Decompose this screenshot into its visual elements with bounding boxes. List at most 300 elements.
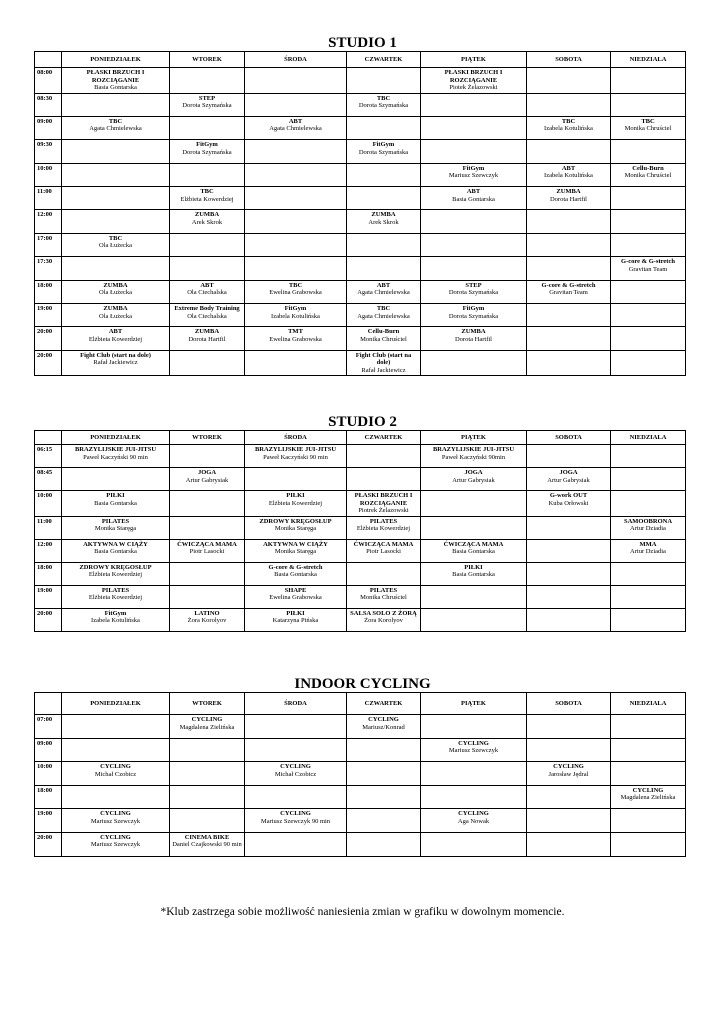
- class-name: FitGym: [104, 609, 127, 617]
- class-cell: [347, 785, 421, 809]
- class-cell: [527, 68, 611, 94]
- class-name: ĆWICZĄCA MAMA: [177, 540, 237, 548]
- class-cell: [527, 93, 611, 116]
- class-name: TBC: [108, 234, 123, 242]
- day-header: SOBOTA: [527, 431, 611, 445]
- day-header: ŚRODA: [245, 52, 347, 68]
- instructor-name: Żora Korolyov: [364, 617, 403, 624]
- class-cell: [347, 68, 421, 94]
- instructor-name: Izabela Kotulińska: [91, 617, 140, 624]
- class-cell: [347, 116, 421, 139]
- day-header: PONIEDZIAŁEK: [62, 52, 170, 68]
- class-name: G-core & G-stretch: [621, 258, 675, 266]
- class-cell: [421, 832, 527, 856]
- class-cell: [421, 140, 527, 163]
- class-cell: [245, 280, 347, 303]
- class-cell: [347, 539, 421, 562]
- time-cell: 19:00: [35, 585, 62, 608]
- class-cell: [170, 585, 245, 608]
- instructor-name: Agata Chmielewska: [269, 125, 322, 133]
- class-cell: [611, 539, 686, 562]
- instructor-name: Dorota Hartfil: [549, 195, 587, 203]
- instructor-name: Elżbieta Kowerdziej: [180, 195, 234, 203]
- studio1-table: [34, 51, 686, 376]
- class-cell: [611, 233, 686, 256]
- table-row: [35, 738, 686, 762]
- day-header: ŚRODA: [245, 693, 347, 715]
- class-cell: [245, 187, 347, 210]
- time-cell: 10:00: [35, 163, 62, 186]
- time-cell: 10:00: [35, 491, 62, 517]
- class-name: PIŁKI: [464, 563, 483, 571]
- instructor-name: Dorota Szymańska: [358, 148, 409, 156]
- instructor-name: Mariusz Szewczyk: [448, 747, 499, 755]
- instructor-name: Ewelina Grabowska: [269, 594, 322, 601]
- class-cell: [245, 68, 347, 94]
- day-header: SOBOTA: [527, 693, 611, 715]
- instructor-name: Agata Chmielewska: [357, 289, 410, 297]
- class-cell: [245, 832, 347, 856]
- class-name: PŁASKI BRZUCH I ROZCIĄGANIE: [354, 492, 413, 507]
- class-name: ZUMBA: [103, 305, 128, 313]
- instructor-name: Magdalena Zielińska: [179, 723, 235, 731]
- class-name: CYCLING: [280, 763, 311, 771]
- table-row: [35, 608, 686, 631]
- class-cell: [421, 304, 527, 327]
- instructor-name: Rafał Jackiewicz: [361, 366, 406, 374]
- class-cell: [170, 350, 245, 376]
- table-row: [35, 210, 686, 233]
- instructor-name: Monika Chruściel: [624, 172, 672, 180]
- day-header: PIĄTEK: [421, 52, 527, 68]
- class-name: G-work OUT: [549, 492, 588, 499]
- class-cell: [527, 832, 611, 856]
- class-cell: [421, 327, 527, 350]
- class-cell: [611, 608, 686, 631]
- class-cell: [245, 304, 347, 327]
- class-cell: [527, 304, 611, 327]
- instructor-name: Basia Gontarska: [94, 84, 137, 91]
- instructor-name: Michał Czobicz: [94, 770, 137, 778]
- class-cell: [170, 445, 245, 468]
- class-cell: [62, 140, 170, 163]
- instructor-name: Dorota Hartfil: [454, 335, 492, 343]
- class-name: TBC: [288, 281, 303, 289]
- table-row: [35, 809, 686, 833]
- class-cell: [170, 257, 245, 280]
- class-name: BRAZYLIJSKIE JUI-JITSU: [74, 446, 157, 453]
- class-cell: [170, 832, 245, 856]
- instructor-name: Ola Łużecka: [98, 242, 133, 250]
- class-cell: [347, 140, 421, 163]
- instructor-name: Ola Ciechalska: [187, 289, 227, 297]
- class-name: ZUMBA: [103, 281, 128, 289]
- day-header: CZWARTEK: [347, 693, 421, 715]
- class-name: ABT: [466, 188, 481, 196]
- class-name: CYCLING: [100, 810, 131, 818]
- class-cell: [347, 163, 421, 186]
- class-cell: [245, 210, 347, 233]
- class-name: PILATES: [101, 586, 130, 594]
- class-name: ABT: [288, 117, 303, 125]
- time-cell: 06:15: [35, 445, 62, 468]
- class-name: ABT: [376, 281, 391, 289]
- class-name: ZDROWY KRĘGOSŁUP: [79, 563, 152, 571]
- class-cell: [245, 539, 347, 562]
- class-cell: [527, 715, 611, 739]
- instructor-name: Mariusz/Konrad: [362, 723, 405, 731]
- class-cell: [347, 304, 421, 327]
- class-name: FitGym: [462, 305, 485, 313]
- instructor-name: Dorota Szymańska: [182, 102, 232, 109]
- instructor-name: Artur Gabrysiak: [185, 476, 229, 484]
- instructor-name: Paweł Kaczyński 90 min: [83, 453, 148, 461]
- instructor-name: Katarzyna Pińska: [272, 617, 319, 624]
- instructor-name: Piotek Żelazowski: [449, 84, 498, 91]
- time-cell: 17:00: [35, 233, 62, 256]
- class-cell: [347, 327, 421, 350]
- class-cell: [527, 327, 611, 350]
- class-name: Cellu-Burn: [632, 164, 664, 172]
- day-header: PIĄTEK: [421, 431, 527, 445]
- instructor-name: Dorota Szymańska: [358, 102, 409, 109]
- time-cell: 20:00: [35, 327, 62, 350]
- table-row: [35, 257, 686, 280]
- table-row: [35, 516, 686, 539]
- instructor-name: Kuba Orłowski: [548, 499, 589, 507]
- class-cell: [347, 280, 421, 303]
- class-cell: [527, 187, 611, 210]
- class-cell: [421, 163, 527, 186]
- class-name: ZUMBA: [194, 211, 220, 219]
- class-cell: [347, 809, 421, 833]
- time-cell: 20:00: [35, 350, 62, 376]
- class-cell: [62, 304, 170, 327]
- class-cell: [611, 562, 686, 585]
- class-cell: [170, 140, 245, 163]
- class-name: ĆWICZĄCA MAMA: [353, 540, 414, 548]
- class-cell: [611, 280, 686, 303]
- class-cell: [245, 491, 347, 517]
- instructor-name: Artur Dziadia: [630, 548, 666, 555]
- class-cell: [611, 516, 686, 539]
- class-name: AKTYWNA W CIĄŻY: [83, 540, 148, 548]
- instructor-name: Aga Nowak: [457, 817, 490, 825]
- class-cell: [421, 539, 527, 562]
- instructor-name: Michał Czobicz: [274, 770, 317, 778]
- instructor-name: Ola Łużecka: [98, 289, 133, 297]
- class-cell: [421, 585, 527, 608]
- instructor-name: Artur Gabrysiak: [452, 476, 495, 484]
- class-cell: [62, 762, 170, 786]
- class-cell: [170, 516, 245, 539]
- class-cell: [62, 445, 170, 468]
- class-name: PILATES: [369, 586, 398, 594]
- class-cell: [421, 468, 527, 491]
- instructor-name: Basia Gontarska: [94, 548, 137, 555]
- time-cell: 09:00: [35, 116, 62, 139]
- class-cell: [245, 445, 347, 468]
- class-name: CINEMA BIKE: [184, 833, 230, 841]
- class-cell: [347, 210, 421, 233]
- instructor-name: Elżbieta Kowerdziej: [356, 525, 411, 532]
- day-header: WTOREK: [170, 52, 245, 68]
- class-cell: [611, 163, 686, 186]
- class-cell: [170, 233, 245, 256]
- class-cell: [245, 468, 347, 491]
- class-cell: [170, 187, 245, 210]
- class-cell: [527, 491, 611, 517]
- class-cell: [347, 562, 421, 585]
- class-cell: [527, 516, 611, 539]
- class-cell: [62, 233, 170, 256]
- day-header: CZWARTEK: [347, 52, 421, 68]
- class-cell: [62, 350, 170, 376]
- instructor-name: Piotr Lasocki: [366, 548, 401, 555]
- class-name: CYCLING: [458, 739, 489, 747]
- class-cell: [527, 809, 611, 833]
- instructor-name: Monika Staręga: [274, 525, 317, 532]
- class-name: CYCLING: [368, 716, 399, 723]
- class-cell: [62, 68, 170, 94]
- time-cell: 19:00: [35, 809, 62, 833]
- day-header: WTOREK: [170, 431, 245, 445]
- time-cell: 08:30: [35, 93, 62, 116]
- instructor-name: Dorota Szymańska: [182, 148, 232, 156]
- class-cell: [245, 715, 347, 739]
- class-cell: [527, 116, 611, 139]
- class-cell: [527, 163, 611, 186]
- instructor-name: Elżbieta Kowerdziej: [88, 571, 143, 578]
- class-cell: [527, 350, 611, 376]
- time-header: [35, 52, 62, 68]
- class-name: STEP: [198, 94, 216, 102]
- instructor-name: Monika Chruściel: [624, 125, 672, 133]
- class-cell: [527, 539, 611, 562]
- class-cell: [611, 809, 686, 833]
- class-name: CYCLING: [280, 810, 311, 818]
- table-row: [35, 468, 686, 491]
- header-row: [35, 52, 686, 68]
- class-cell: [527, 445, 611, 468]
- class-name: Fight Club (start na dole): [355, 351, 412, 367]
- class-cell: [347, 445, 421, 468]
- instructor-name: Arek Skrok: [191, 218, 223, 226]
- class-cell: [611, 304, 686, 327]
- class-name: ABT: [561, 164, 576, 172]
- instructor-name: Elżbieta Kowerdziej: [88, 594, 143, 601]
- time-cell: 11:00: [35, 516, 62, 539]
- class-cell: [347, 350, 421, 376]
- class-cell: [421, 233, 527, 256]
- studio2-table: [34, 430, 686, 632]
- class-cell: [245, 785, 347, 809]
- class-cell: [347, 832, 421, 856]
- class-name: ABT: [108, 328, 123, 336]
- class-name: LATINO: [194, 609, 220, 617]
- class-name: ĆWICZĄCA MAMA: [443, 540, 504, 548]
- class-cell: [62, 785, 170, 809]
- class-name: PILATES: [369, 517, 398, 525]
- table-row: [35, 304, 686, 327]
- time-cell: 08:00: [35, 68, 62, 94]
- day-header: NIEDZIALA: [611, 693, 686, 715]
- class-cell: [611, 585, 686, 608]
- table-row: [35, 491, 686, 517]
- class-cell: [347, 715, 421, 739]
- class-cell: [421, 809, 527, 833]
- class-cell: [347, 762, 421, 786]
- class-cell: [170, 468, 245, 491]
- class-cell: [421, 93, 527, 116]
- class-cell: [62, 491, 170, 517]
- day-header: CZWARTEK: [347, 431, 421, 445]
- class-cell: [170, 715, 245, 739]
- class-cell: [62, 468, 170, 491]
- instructor-name: Gravitan Team: [549, 289, 588, 297]
- class-cell: [347, 93, 421, 116]
- class-cell: [611, 93, 686, 116]
- instructor-name: Monika Chruściel: [360, 594, 407, 601]
- class-name: SAMOOBRONA: [623, 517, 673, 525]
- time-header: [35, 693, 62, 715]
- class-name: CYCLING: [100, 763, 131, 771]
- day-header: PIĄTEK: [421, 693, 527, 715]
- class-cell: [170, 491, 245, 517]
- class-name: TBC: [200, 188, 214, 196]
- class-cell: [170, 304, 245, 327]
- class-cell: [245, 762, 347, 786]
- class-cell: [527, 140, 611, 163]
- class-cell: [527, 738, 611, 762]
- table-row: [35, 140, 686, 163]
- class-cell: [347, 187, 421, 210]
- day-header: PONIEDZIAŁEK: [62, 431, 170, 445]
- class-cell: [527, 785, 611, 809]
- instructor-name: Elżbieta Kowerdziej: [88, 335, 143, 343]
- instructor-name: Artur Gabrysiak: [547, 476, 590, 484]
- table-row: [35, 116, 686, 139]
- header-row: [35, 431, 686, 445]
- class-name: JOGA: [197, 469, 217, 476]
- class-cell: [527, 257, 611, 280]
- instructor-name: Ewelina Grabowska: [269, 289, 322, 297]
- class-cell: [611, 327, 686, 350]
- class-cell: [62, 163, 170, 186]
- instructor-name: Agata Chmielewska: [357, 312, 410, 320]
- class-cell: [421, 491, 527, 517]
- class-cell: [170, 280, 245, 303]
- time-cell: 18:00: [35, 785, 62, 809]
- time-cell: 20:00: [35, 608, 62, 631]
- day-header: SOBOTA: [527, 52, 611, 68]
- class-cell: [421, 280, 527, 303]
- class-cell: [62, 327, 170, 350]
- class-cell: [245, 350, 347, 376]
- day-header: WTOREK: [170, 693, 245, 715]
- class-cell: [611, 468, 686, 491]
- class-name: PŁASKI BRZUCH I ROZCIĄGANIE: [444, 69, 503, 84]
- class-cell: [347, 491, 421, 517]
- class-cell: [170, 809, 245, 833]
- class-cell: [527, 608, 611, 631]
- time-cell: 12:00: [35, 539, 62, 562]
- table-row: [35, 163, 686, 186]
- table-row: [35, 187, 686, 210]
- instructor-name: Monika Staręga: [94, 525, 137, 532]
- class-cell: [170, 327, 245, 350]
- class-cell: [611, 491, 686, 517]
- class-cell: [245, 562, 347, 585]
- class-name: AKTYWNA W CIĄŻY: [263, 540, 328, 548]
- class-name: PIŁKI: [286, 492, 305, 499]
- instructor-name: Gravitan Team: [628, 265, 668, 273]
- instructor-name: Mariusz Szewczyk: [90, 841, 141, 849]
- class-cell: [527, 562, 611, 585]
- class-cell: [611, 210, 686, 233]
- day-header: NIEDZIALA: [611, 431, 686, 445]
- time-header: [35, 431, 62, 445]
- class-cell: [347, 585, 421, 608]
- class-cell: [611, 116, 686, 139]
- class-name: ZUMBA: [461, 328, 486, 336]
- class-name: G-core & G-stretch: [541, 281, 596, 289]
- class-name: JOGA: [559, 469, 578, 476]
- class-cell: [170, 562, 245, 585]
- class-name: PIŁKI: [286, 609, 305, 617]
- class-cell: [62, 539, 170, 562]
- class-name: PILATES: [101, 517, 130, 525]
- instructor-name: Elżbieta Kowerdziej: [268, 499, 323, 507]
- instructor-name: Basia Gontarska: [452, 571, 495, 578]
- table-row: [35, 280, 686, 303]
- time-cell: 18:00: [35, 280, 62, 303]
- class-cell: [347, 738, 421, 762]
- cycling-table: [34, 692, 686, 857]
- instructor-name: Basia Gontarska: [94, 499, 137, 507]
- class-cell: [527, 280, 611, 303]
- class-cell: [421, 445, 527, 468]
- studio2-title: STUDIO 2: [328, 414, 397, 430]
- instructor-name: Piotr Lasocki: [189, 548, 225, 555]
- table-row: [35, 445, 686, 468]
- table-row: [35, 762, 686, 786]
- class-cell: [245, 163, 347, 186]
- class-name: BRAZYLIJSKIE JUI-JITSU: [432, 446, 515, 453]
- time-cell: 18:00: [35, 562, 62, 585]
- class-cell: [170, 785, 245, 809]
- table-row: [35, 68, 686, 94]
- class-name: TMT: [288, 328, 303, 336]
- class-cell: [611, 738, 686, 762]
- class-name: TBC: [108, 117, 123, 125]
- class-cell: [62, 585, 170, 608]
- class-cell: [170, 738, 245, 762]
- class-name: FitGym: [462, 164, 485, 172]
- class-name: CYCLING: [632, 786, 664, 794]
- class-name: PŁASKI BRZUCH I ROZCIĄGANIE: [86, 69, 145, 84]
- instructor-name: Artur Dziadia: [630, 525, 666, 532]
- class-name: PIŁKI: [106, 492, 125, 499]
- class-cell: [611, 715, 686, 739]
- table-row: [35, 585, 686, 608]
- instructor-name: Mariusz Szewczyk 90 min: [260, 817, 331, 825]
- class-name: TBC: [561, 117, 576, 125]
- header-row: [35, 693, 686, 715]
- class-cell: [347, 468, 421, 491]
- class-cell: [611, 257, 686, 280]
- class-cell: [421, 210, 527, 233]
